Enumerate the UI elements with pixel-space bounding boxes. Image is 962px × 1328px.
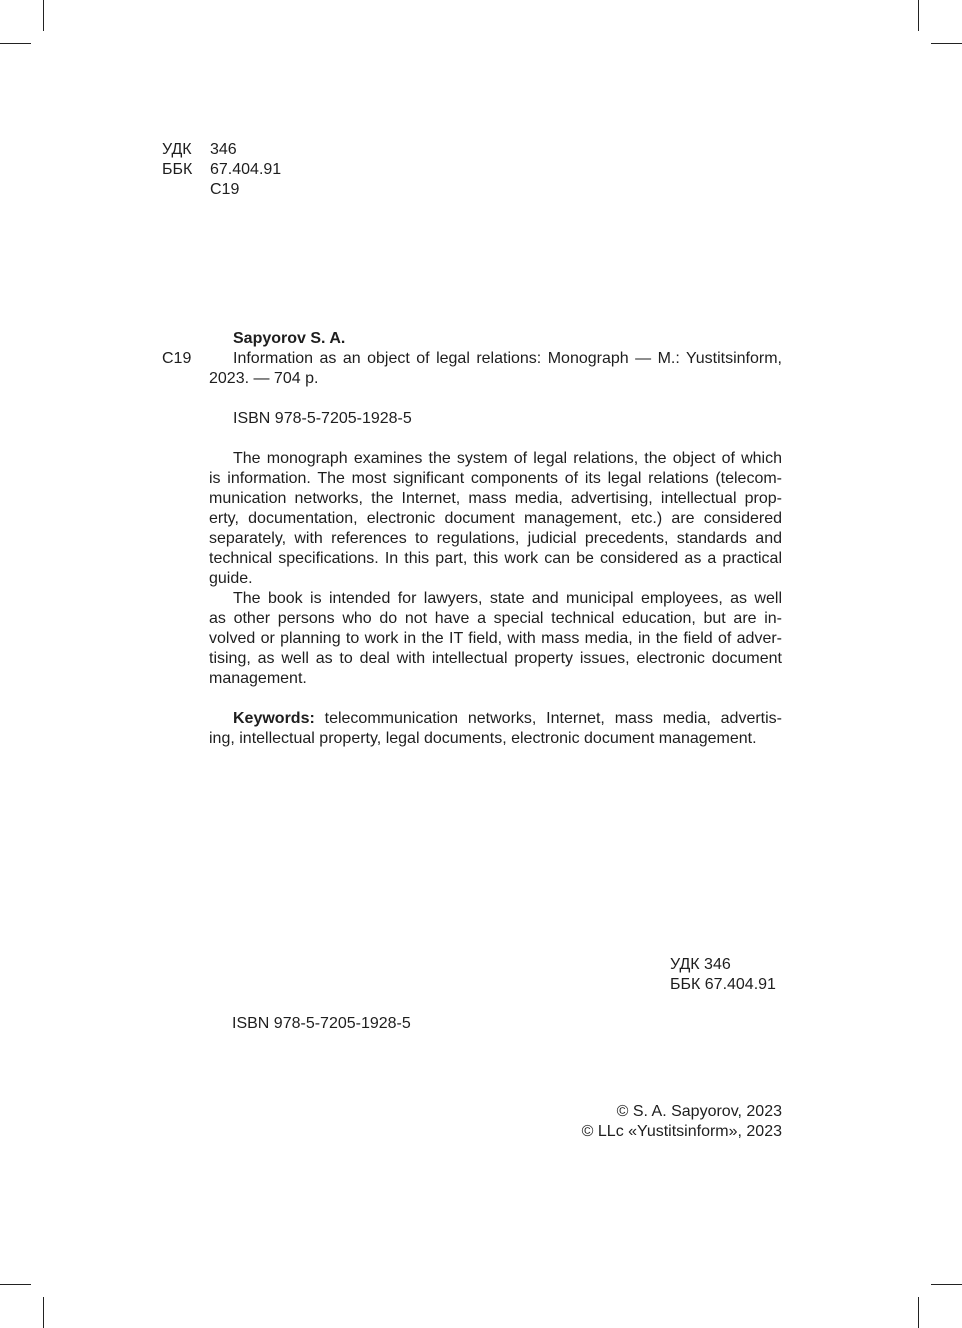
udk-label: УДК — [162, 141, 192, 158]
entry-code: С19 — [162, 350, 192, 367]
title-line-1: Information as an object of legal relations: Monograph — M.: Yustitsinform, — [233, 350, 782, 367]
abstract-line: management. — [209, 670, 307, 687]
abstract-line: The book is intended for lawyers, state and municipal employees, as well — [233, 590, 782, 607]
abstract-paragraph-1 — [209, 449, 782, 589]
bbk-row — [162, 160, 281, 180]
keywords-label: Keywords: — [233, 710, 315, 727]
abstract-line: guide. — [209, 570, 253, 587]
keywords-line-2: ing, intellectual property, legal documents, electronic document management. — [209, 730, 757, 747]
author-name: Sapyorov S. A. — [233, 330, 346, 347]
abstract-line: technical specifications. In this part, this work can be considered as a practical — [209, 550, 782, 567]
title-entry — [209, 349, 782, 389]
keywords-block — [209, 709, 782, 749]
abstract-line: is information. The most significant components of its legal relations (telecom- — [209, 470, 782, 487]
abstract-paragraph-2 — [209, 589, 782, 689]
abstract-line: tising, as well as to deal with intellectual property issues, electronic document — [209, 650, 782, 667]
abstract-line: volved or planning to work in the IT field, with mass media, in the field of adver- — [209, 630, 782, 647]
abstract-line: The monograph examines the system of legal relations, the object of which — [233, 450, 782, 467]
udk-row — [162, 140, 237, 160]
bottom-bbk: ББК 67.404.91 — [670, 976, 776, 993]
bbk-value: 67.404.91 — [210, 161, 282, 178]
crop-mark-bottom-right-horizontal — [931, 1284, 962, 1285]
copyright-publisher: © LLc «Yustitsinform», 2023 — [581, 1123, 782, 1140]
isbn-top: ISBN 978-5-7205-1928-5 — [233, 410, 412, 427]
crop-mark-bottom-right-vertical — [918, 1297, 919, 1328]
author-mark: С19 — [210, 181, 240, 198]
title-line-2: 2023. — 704 p. — [209, 370, 319, 387]
crop-mark-top-right-horizontal — [931, 43, 962, 44]
bottom-udk: УДК 346 — [670, 956, 731, 973]
udk-value: 346 — [210, 141, 237, 158]
abstract-line: as other persons who do not have a special technical education, but are in- — [209, 610, 782, 627]
crop-mark-top-left-horizontal — [0, 43, 31, 44]
crop-mark-bottom-left-vertical — [43, 1297, 44, 1328]
isbn-bottom: ISBN 978-5-7205-1928-5 — [232, 1015, 411, 1032]
author-mark-row — [162, 180, 239, 200]
keywords-line-1 — [209, 709, 782, 729]
copyright-author: © S. A. Sapyorov, 2023 — [616, 1103, 782, 1120]
copyright-block — [482, 1102, 782, 1142]
crop-mark-bottom-left-horizontal — [0, 1284, 31, 1285]
abstract-line: munication networks, the Internet, mass media, advertising, intellectual prop- — [209, 490, 782, 507]
crop-mark-top-left-vertical — [43, 0, 44, 31]
abstract-line: erty, documentation, electronic document management, etc.) are considered — [209, 510, 782, 527]
crop-mark-top-right-vertical — [918, 0, 919, 31]
bbk-label: ББК — [162, 161, 193, 178]
keywords-text-1: telecommunication networks, Internet, mass media, advertis- — [314, 710, 782, 727]
abstract-line: separately, with references to regulations, judicial precedents, standards and — [209, 530, 782, 547]
